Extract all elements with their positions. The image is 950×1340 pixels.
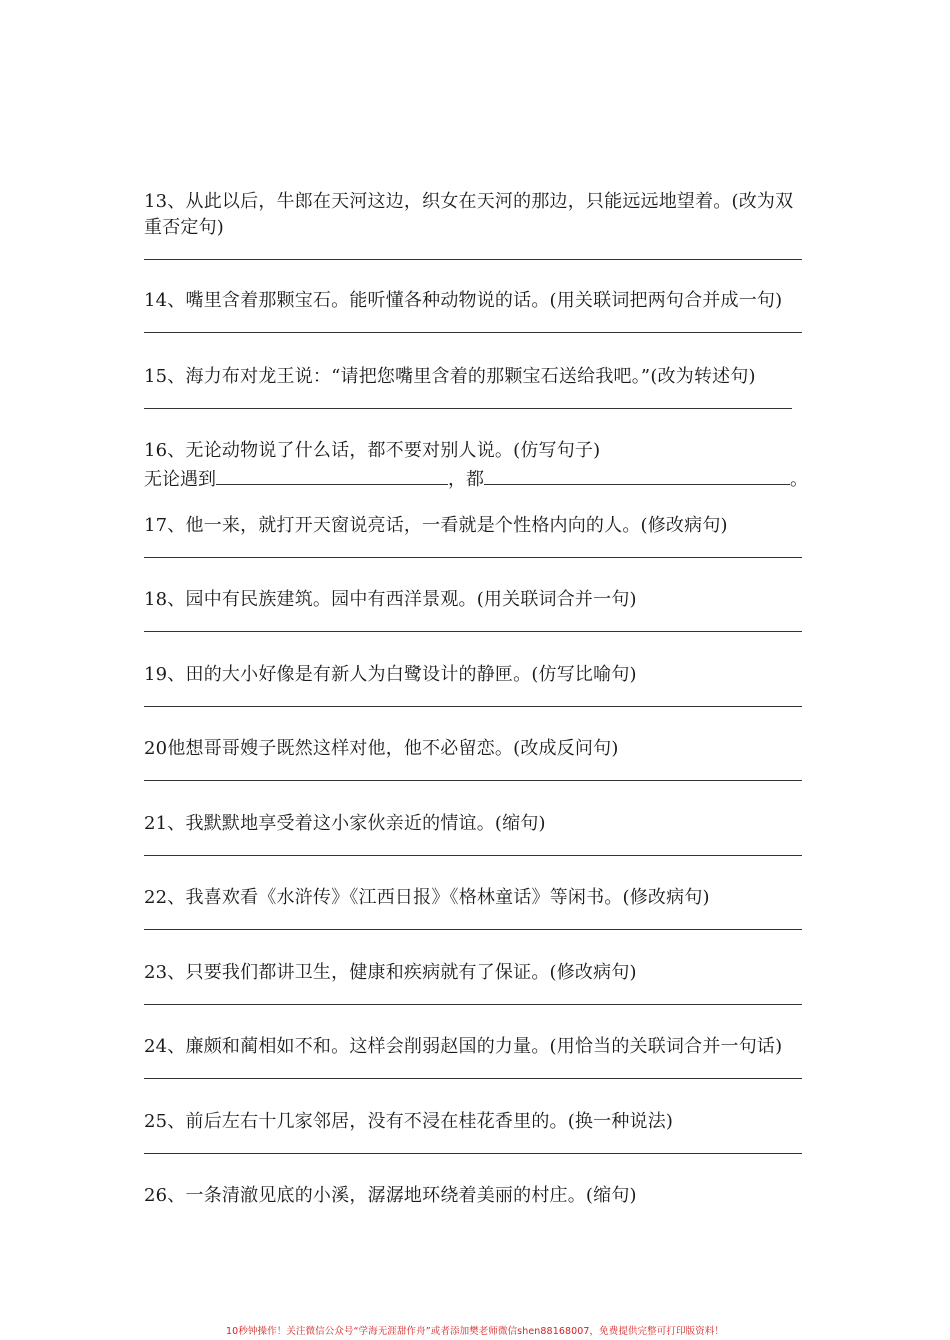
question-body: 我默默地享受着这小家伙亲近的情谊。(缩句) — [185, 813, 546, 834]
question-number: 13、 — [144, 191, 186, 212]
answer-line[interactable] — [144, 1004, 802, 1005]
question-number: 17、 — [144, 515, 186, 536]
answer-line[interactable] — [144, 557, 802, 558]
question-number: 14、 — [144, 290, 186, 311]
answer-line[interactable] — [144, 780, 802, 781]
question-body: 园中有民族建筑。园中有西洋景观。(用关联词合并一句) — [185, 589, 637, 610]
answer-line[interactable] — [144, 332, 802, 333]
question-number: 24、 — [144, 1036, 186, 1057]
answer-line[interactable] — [144, 855, 802, 856]
question-26 — [144, 1183, 806, 1209]
question-text — [144, 736, 806, 762]
question-text — [144, 811, 806, 837]
question-text — [144, 288, 806, 314]
question-body: 海力布对龙王说：“请把您嘴里含着的那颗宝石送给我吧。”(改为转述句) — [185, 366, 756, 387]
question-body: 只要我们都讲卫生，健康和疾病就有了保证。(修改病句) — [185, 962, 637, 983]
question-text — [144, 1034, 806, 1060]
question-25 — [144, 1109, 806, 1154]
question-text — [144, 1109, 806, 1135]
question-body: 他一来，就打开天窗说亮话，一看就是个性格内向的人。(修改病句) — [185, 515, 728, 536]
question-text — [144, 960, 806, 986]
question-number: 23、 — [144, 962, 186, 983]
question-24 — [144, 1034, 806, 1079]
question-number: 25、 — [144, 1111, 186, 1132]
question-body: 前后左右十几家邻居，没有不浸在桂花香里的。(换一种说法) — [185, 1111, 674, 1132]
question-16 — [144, 438, 806, 493]
fill-in-blank-2[interactable] — [484, 464, 790, 485]
question-14 — [144, 288, 806, 333]
answer-line[interactable] — [144, 1153, 802, 1154]
question-23 — [144, 960, 806, 1005]
answer-line[interactable] — [144, 706, 802, 707]
question-text — [144, 513, 806, 539]
question-body: 一条清澈见底的小溪，潺潺地环绕着美丽的村庄。(缩句) — [185, 1185, 637, 1206]
fill-in-prefix: 无论遇到 — [144, 469, 216, 490]
question-text — [144, 189, 806, 241]
question-19 — [144, 662, 806, 707]
question-15 — [144, 364, 806, 409]
question-body: 田的大小好像是有新人为白鹭设计的静匣。(仿写比喻句) — [185, 664, 637, 685]
question-18 — [144, 587, 806, 632]
question-22 — [144, 885, 806, 930]
fill-in-blank-1[interactable] — [216, 464, 448, 485]
question-text — [144, 1183, 806, 1209]
question-text — [144, 662, 806, 688]
question-number: 19、 — [144, 664, 186, 685]
question-number: 26、 — [144, 1185, 186, 1206]
question-body: 从此以后，牛郎在天河这边，织女在天河的那边，只能远远地望着。(改为双重否定句) — [144, 191, 794, 238]
question-number: 15、 — [144, 366, 186, 387]
question-text — [144, 364, 806, 390]
question-body: 嘴里含着那颗宝石。能听懂各种动物说的话。(用关联词把两句合并成一句) — [185, 290, 783, 311]
answer-line[interactable] — [144, 1078, 802, 1079]
question-13 — [144, 189, 806, 260]
fill-in-suffix: 。 — [790, 469, 808, 490]
question-text — [144, 587, 806, 613]
question-text — [144, 438, 806, 464]
question-text — [144, 885, 806, 911]
footer-promo-text: 10秒钟操作！关注微信公众号“学海无涯甜作舟”或者添加樊老师微信shen88168007，免费提供完整可打印版资料！ — [226, 1326, 724, 1337]
answer-line[interactable] — [144, 929, 802, 930]
question-number: 16、 — [144, 440, 186, 461]
fill-in-row — [144, 464, 806, 493]
question-number: 21、 — [144, 813, 186, 834]
question-20 — [144, 736, 806, 781]
question-number: 22、 — [144, 887, 186, 908]
question-body: 他想哥哥嫂子既然这样对他，他不必留恋。(改成反问句) — [167, 738, 619, 759]
question-21 — [144, 811, 806, 856]
question-body: 我喜欢看《水浒传》《江西日报》《格林童话》等闲书。(修改病句) — [185, 887, 710, 908]
question-number: 20 — [144, 738, 168, 759]
question-17 — [144, 513, 806, 558]
answer-line[interactable] — [144, 259, 802, 260]
question-body: 廉颇和蔺相如不和。这样会削弱赵国的力量。(用恰当的关联词合并一句话) — [185, 1036, 783, 1057]
question-body: 无论动物说了什么话，都不要对别人说。(仿写句子) — [185, 440, 601, 461]
answer-line[interactable] — [144, 631, 802, 632]
question-number: 18、 — [144, 589, 186, 610]
fill-in-middle: ，都 — [448, 469, 484, 490]
answer-line[interactable] — [144, 408, 792, 409]
